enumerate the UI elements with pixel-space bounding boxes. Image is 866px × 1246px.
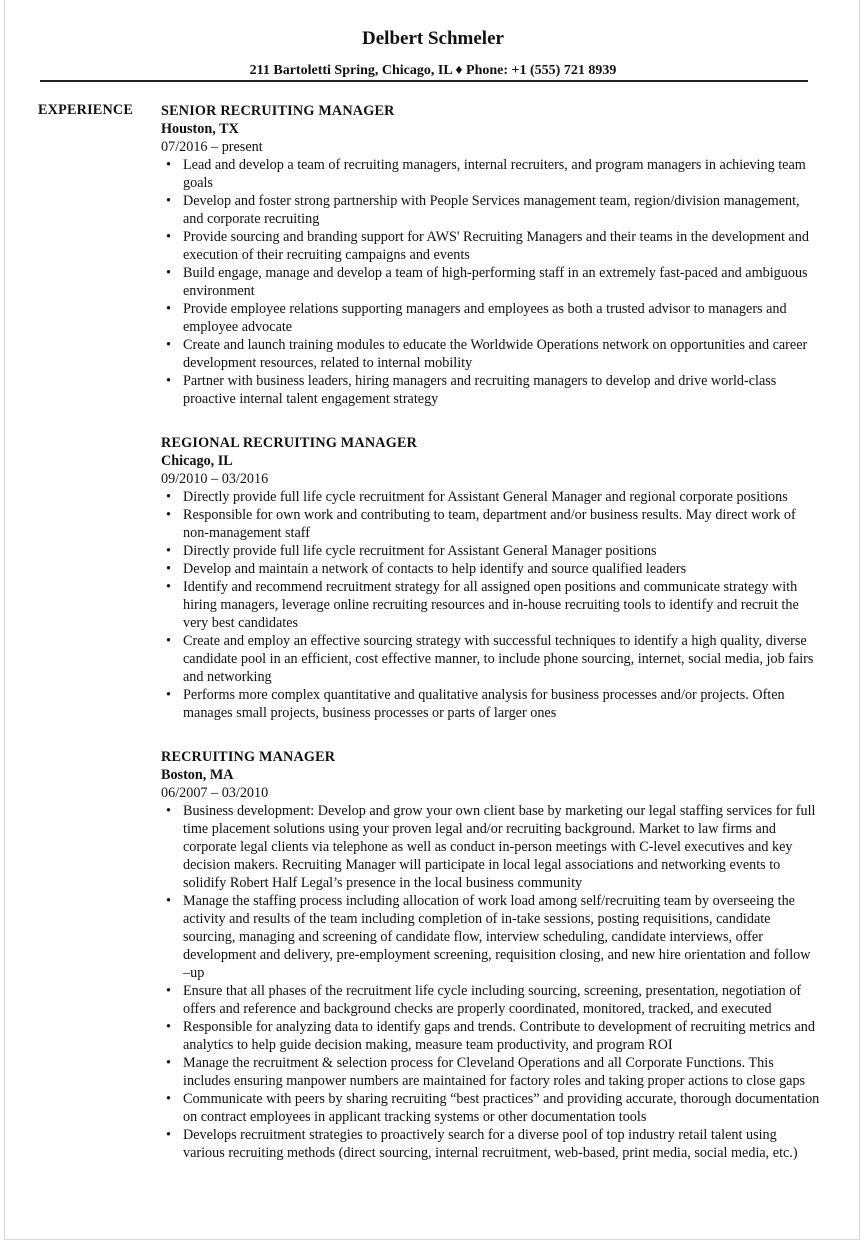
job-bullet: • Lead and develop a team of recruiting managers, internal recruiters, and program managers in achieving team goals <box>183 156 821 192</box>
job-bullet: • Directly provide full life cycle recruitment for Assistant General Manager positions <box>183 542 821 560</box>
experience-section <box>161 102 821 1188</box>
job-dates: 09/2010 – 03/2016 <box>161 471 269 487</box>
job-title: REGIONAL RECRUITING MANAGER <box>161 435 418 451</box>
job-entry <box>161 434 821 722</box>
job-bullet: • Build engage, manage and develop a team of high-performing staff in an extremely fast-paced and ambiguous environment <box>183 264 821 300</box>
job-bullet: • Develop and maintain a network of contacts to help identify and source qualified leaders <box>183 560 821 578</box>
job-bullet: • Develop and foster strong partnership with People Services management team, region/division management, and corporate recruiting <box>183 192 821 228</box>
resume-header <box>0 26 866 81</box>
job-bullet-list <box>161 802 821 1162</box>
job-dates: 07/2016 – present <box>161 139 263 155</box>
job-bullet: • Communicate with peers by sharing recruiting “best practices” and providing accurate, thorough documentation on contract employees in applicant tracking systems or other documentation tools <box>183 1090 821 1126</box>
job-bullet: • Develops recruitment strategies to proactively search for a diverse pool of top industry retail talent using various recruiting methods (direct sourcing, internal recruitment, web-based, print media, social media, etc.) <box>183 1126 821 1162</box>
job-bullet-list <box>161 488 821 722</box>
job-bullet-list <box>161 156 821 408</box>
job-bullet: • Directly provide full life cycle recruitment for Assistant General Manager and regional corporate positions <box>183 488 821 506</box>
job-bullet: • Performs more complex quantitative and qualitative analysis for business processes and/or projects. Often manages small projects, business processes or parts of larger ones <box>183 686 821 722</box>
job-bullet: • Provide sourcing and branding support for AWS' Recruiting Managers and their teams in the development and execution of their recruiting campaigns and events <box>183 228 821 264</box>
job-bullet: • Identify and recommend recruitment strategy for all assigned open positions and communicate strategy with hiring managers, leverage online recruiting resources and in-house recruiting tools to identify and recruit the very best candidates <box>183 578 821 632</box>
job-location: Chicago, IL <box>161 453 233 469</box>
job-bullet: • Responsible for analyzing data to identify gaps and trends. Contribute to development of recruiting metrics and analytics to help guide decision making, measure team productivity, and program ROI <box>183 1018 821 1054</box>
job-location: Boston, MA <box>161 767 234 783</box>
job-bullet: • Responsible for own work and contributing to team, department and/or business results. May direct work of non-management staff <box>183 506 821 542</box>
header-divider <box>40 80 808 82</box>
job-bullet: • Business development: Develop and grow your own client base by marketing our legal staffing services for full time placement solutions using your proven legal and/or recruiting background. Market to law firms and corporate legal clients via telephone as well as conduct in-person meetings with C-level executives and key decision makers. Recruiting Manager will participate in local legal associations and networking events to solidify Robert Half Legal’s presence in the local business community <box>183 802 821 892</box>
section-label-experience: EXPERIENCE <box>38 102 134 118</box>
candidate-name: Delbert Schmeler <box>362 28 504 49</box>
job-bullet: • Partner with business leaders, hiring managers and recruiting managers to develop and drive world-class proactive internal talent engagement strategy <box>183 372 821 408</box>
contact-line: 211 Bartoletti Spring, Chicago, IL ♦ Phone: +1 (555) 721 8939 <box>249 63 617 78</box>
job-location: Houston, TX <box>161 121 239 137</box>
job-entry <box>161 102 821 408</box>
job-bullet: • Manage the recruitment & selection process for Cleveland Operations and all Corporate Functions. This includes ensuring manpower numbers are maintained for factory roles and taking proper actions to close gaps <box>183 1054 821 1090</box>
job-bullet: • Create and launch training modules to educate the Worldwide Operations network on opportunities and career development resources, related to internal mobility <box>183 336 821 372</box>
job-title: SENIOR RECRUITING MANAGER <box>161 103 395 119</box>
job-bullet: • Ensure that all phases of the recruitment life cycle including sourcing, screening, presentation, negotiation of offers and reference and background checks are properly coordinated, monitored, tracked, and executed <box>183 982 821 1018</box>
job-bullet: • Provide employee relations supporting managers and employees as both a trusted advisor to managers and employee advocate <box>183 300 821 336</box>
job-bullet: • Manage the staffing process including allocation of work load among self/recruiting team by overseeing the activity and results of the team including completion of in-take sessions, posting requisitions, candidate sourcing, managing and screening of candidate flow, interview scheduling, candidate interviews, offer development and delivery, pre-employment screening, requisition closing, and new hire orientation and follow –up <box>183 892 821 982</box>
job-title: RECRUITING MANAGER <box>161 749 336 765</box>
job-dates: 06/2007 – 03/2010 <box>161 785 269 801</box>
job-entry <box>161 748 821 1162</box>
job-bullet: • Create and employ an effective sourcing strategy with successful techniques to identify a high quality, diverse candidate pool in an efficient, cost effective manner, to include phone sourcing, internet, social media, job fairs and networking <box>183 632 821 686</box>
